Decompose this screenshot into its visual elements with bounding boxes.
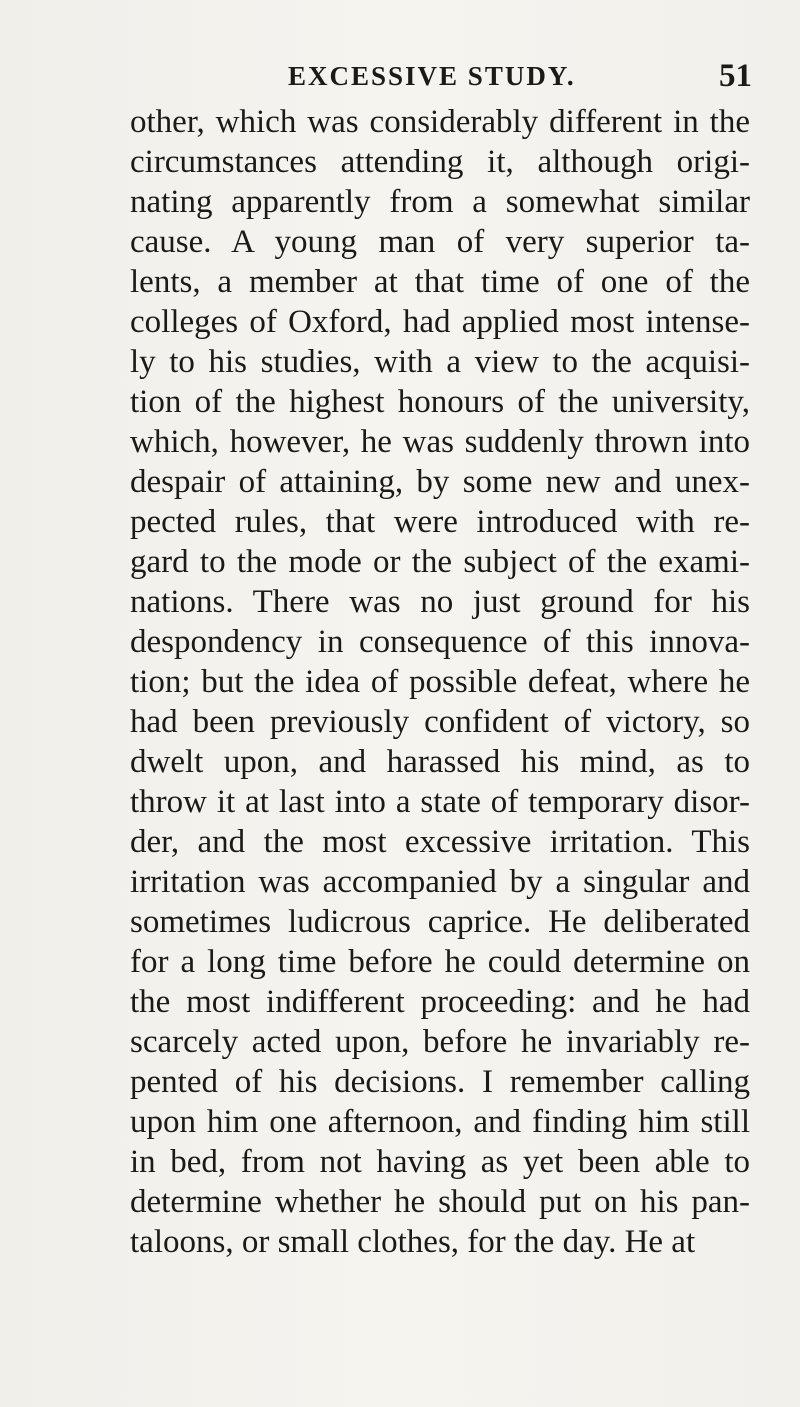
text-line: despondency in consequence of this innova-: [130, 624, 750, 660]
text-line: which, however, he was suddenly thrown into: [130, 424, 750, 460]
text-line: scarcely acted upon, before he invariably re-: [130, 1024, 750, 1060]
text-line: lents, a member at that time of one of the: [130, 264, 750, 300]
text-line: determine whether he should put on his pan-: [130, 1184, 750, 1220]
text-line: cause. A young man of very superior ta-: [130, 224, 750, 260]
text-line: circumstances attending it, although origi-: [130, 144, 750, 180]
text-line: for a long time before he could determine on: [130, 944, 750, 980]
text-line: dwelt upon, and harassed his mind, as to: [130, 744, 750, 780]
text-line: throw it at last into a state of temporary disor-: [130, 784, 750, 820]
text-line: colleges of Oxford, had applied most intense-: [130, 304, 750, 340]
running-title: EXCESSIVE STUDY.: [288, 61, 576, 91]
text-line: tion of the highest honours of the university,: [130, 384, 750, 420]
text-line: had been previously confident of victory, so: [130, 704, 750, 740]
text-line: irritation was accompanied by a singular and: [130, 864, 750, 900]
body-text: [130, 102, 750, 1262]
text-line: tion; but the idea of possible defeat, where he: [130, 664, 750, 700]
text-line: pected rules, that were introduced with re-: [130, 504, 750, 540]
page-number: 51: [719, 58, 752, 94]
text-line: other, which was considerably different in the: [130, 104, 750, 140]
text-line: pented of his decisions. I remember calling: [130, 1064, 750, 1100]
running-head: [0, 56, 800, 96]
text-line: the most indifferent proceeding: and he had: [130, 984, 750, 1020]
text-line: ly to his studies, with a view to the acquisi-: [130, 344, 750, 380]
text-line: despair of attaining, by some new and unex-: [130, 464, 750, 500]
text-line: der, and the most excessive irritation. This: [130, 824, 750, 860]
text-line: gard to the mode or the subject of the exami-: [130, 544, 750, 580]
text-line: nating apparently from a somewhat similar: [130, 184, 750, 220]
text-line: in bed, from not having as yet been able to: [130, 1144, 750, 1180]
text-line: nations. There was no just ground for his: [130, 584, 750, 620]
text-line: upon him one afternoon, and finding him still: [130, 1104, 750, 1140]
text-line: taloons, or small clothes, for the day. He at: [130, 1224, 696, 1260]
text-line: sometimes ludicrous caprice. He deliberated: [130, 904, 750, 940]
